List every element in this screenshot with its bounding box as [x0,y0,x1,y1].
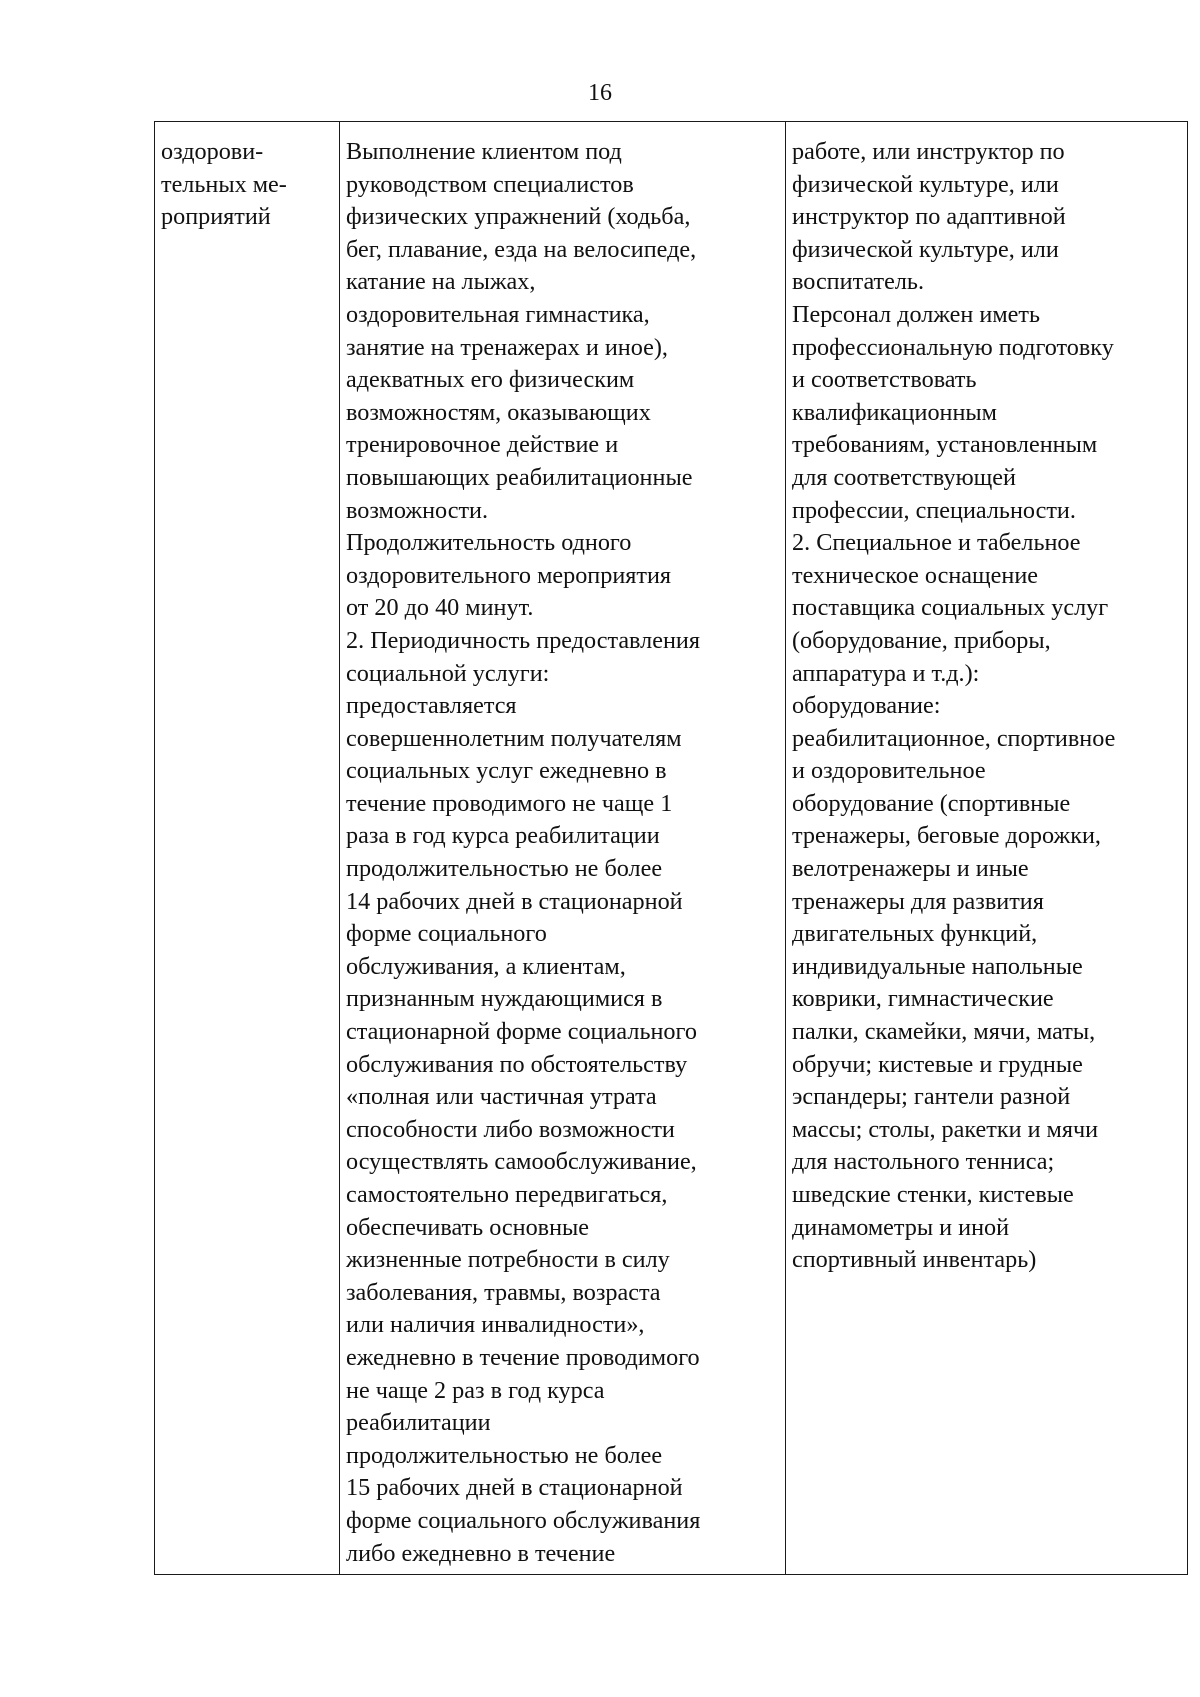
text-line: оздорови- [161,138,264,165]
text-line: индивидуальные напольные [792,952,1083,980]
text-line: социальных услуг ежедневно в [346,757,667,785]
text-line: не чаще 2 раз в год курса [346,1376,605,1404]
text-line: (оборудование, приборы, [792,626,1051,654]
text-line: велотренажеры и иные [792,855,1029,883]
text-line: катание на лыжах, [346,268,536,296]
text-line: палки, скамейки, мячи, маты, [792,1018,1096,1046]
text-line: течение проводимого не чаще 1 [346,789,673,817]
service-requirements-cell [786,122,1188,1575]
text-line: тельных ме- [161,170,287,198]
text-line: продолжительностью не более [346,1441,663,1469]
text-line: и оздоровительное [792,757,986,785]
text-line: динамометры и иной [792,1213,1010,1241]
text-line: 14 рабочих дней в стационарной [346,887,683,915]
text-line: либо ежедневно в течение [346,1539,616,1567]
text-line: и соответствовать [792,366,977,394]
text-line: физических упражнений (ходьба, [346,203,691,231]
text-line: техническое оснащение [792,561,1038,589]
text-line: обслуживания, а клиентам, [346,952,626,980]
text-line: адекватных его физическим [346,366,635,394]
text-line: социальной услуги: [346,659,550,687]
text-line: 2. Периодичность предоставления [346,626,700,654]
service-description-cell [340,122,786,1575]
text-line: требованиям, установленным [792,431,1098,459]
text-line: бег, плавание, езда на велосипеде, [346,235,697,263]
text-line: обручи; кистевые и грудные [792,1050,1083,1078]
text-line: занятие на тренажерах и иное), [346,333,668,361]
text-line: «полная или частичная утрата [346,1083,657,1111]
text-line: совершеннолетним получателям [346,724,682,752]
text-line: коврики, гимнастические [792,985,1054,1013]
text-line: профессиональную подготовку [792,333,1114,361]
text-line: форме социального обслуживания [346,1506,701,1534]
text-line: самостоятельно передвигаться, [346,1181,668,1208]
text-line: предоставляется [346,692,517,720]
service-name-text [161,136,333,234]
page-number: 16 [588,80,612,106]
text-line: работе, или инструктор по [792,138,1065,165]
text-line: эспандеры; гантели разной [792,1083,1071,1111]
text-line: Персонал должен иметь [792,300,1040,328]
text-line: реабилитации [346,1409,491,1437]
text-line: обслуживания по обстоятельству [346,1050,688,1078]
text-line: тренажеры для развития [792,887,1044,915]
text-line: заболевания, травмы, возраста [346,1278,661,1306]
text-line: от 20 до 40 минут. [346,594,534,622]
text-line: тренажеры, беговые дорожки, [792,822,1101,850]
text-line: реабилитационное, спортивное [792,724,1116,752]
service-name-cell [155,122,340,1575]
text-line: Выполнение клиентом под [346,138,622,165]
text-line: 15 рабочих дней в стационарной [346,1474,683,1502]
text-line: оздоровительного мероприятия [346,561,672,589]
text-line: оборудование: [792,692,941,720]
text-line: признанным нуждающимися в [346,985,663,1013]
text-line: обеспечивать основные [346,1213,590,1241]
text-line: форме социального [346,920,547,948]
text-line: физической культуре, или [792,170,1059,198]
table-row [155,122,1188,1575]
text-line: для настольного тенниса; [792,1148,1055,1176]
text-line: повышающих реабилитационные [346,463,693,491]
text-line: способности либо возможности [346,1115,675,1143]
text-line: воспитатель. [792,268,925,296]
text-line: 2. Специальное и табельное [792,529,1081,557]
text-line: для соответствующей [792,463,1016,491]
text-line: двигательных функций, [792,920,1038,948]
service-requirements-text [792,136,1181,1277]
text-line: квалификационным [792,398,997,426]
text-line: Продолжительность одного [346,529,632,557]
text-line: оборудование (спортивные [792,789,1071,817]
services-table [154,121,1188,1575]
text-line: оздоровительная гимнастика, [346,300,650,328]
text-line: или наличия инвалидности», [346,1311,645,1339]
text-line: тренировочное действие и [346,431,619,459]
text-line: возможности. [346,496,489,524]
text-line: поставщика социальных услуг [792,594,1109,622]
service-description-text [346,136,779,1570]
text-line: массы; столы, ракетки и мячи [792,1115,1099,1143]
text-line: роприятий [161,203,271,231]
text-line: профессии, специальности. [792,496,1076,524]
text-line: ежедневно в течение проводимого [346,1343,700,1371]
text-line: раза в год курса реабилитации [346,822,660,850]
text-line: руководством специалистов [346,170,634,198]
text-line: жизненные потребности в силу [346,1246,670,1274]
text-line: осуществлять самообслуживание, [346,1148,697,1176]
text-line: аппаратура и т.д.): [792,659,980,687]
text-line: спортивный инвентарь) [792,1246,1037,1274]
text-line: инструктор по адаптивной [792,203,1066,231]
text-line: стационарной форме социального [346,1018,697,1046]
text-line: физической культуре, или [792,235,1059,263]
text-line: продолжительностью не более [346,855,663,883]
text-line: возможностям, оказывающих [346,398,651,426]
text-line: шведские стенки, кистевые [792,1181,1074,1208]
